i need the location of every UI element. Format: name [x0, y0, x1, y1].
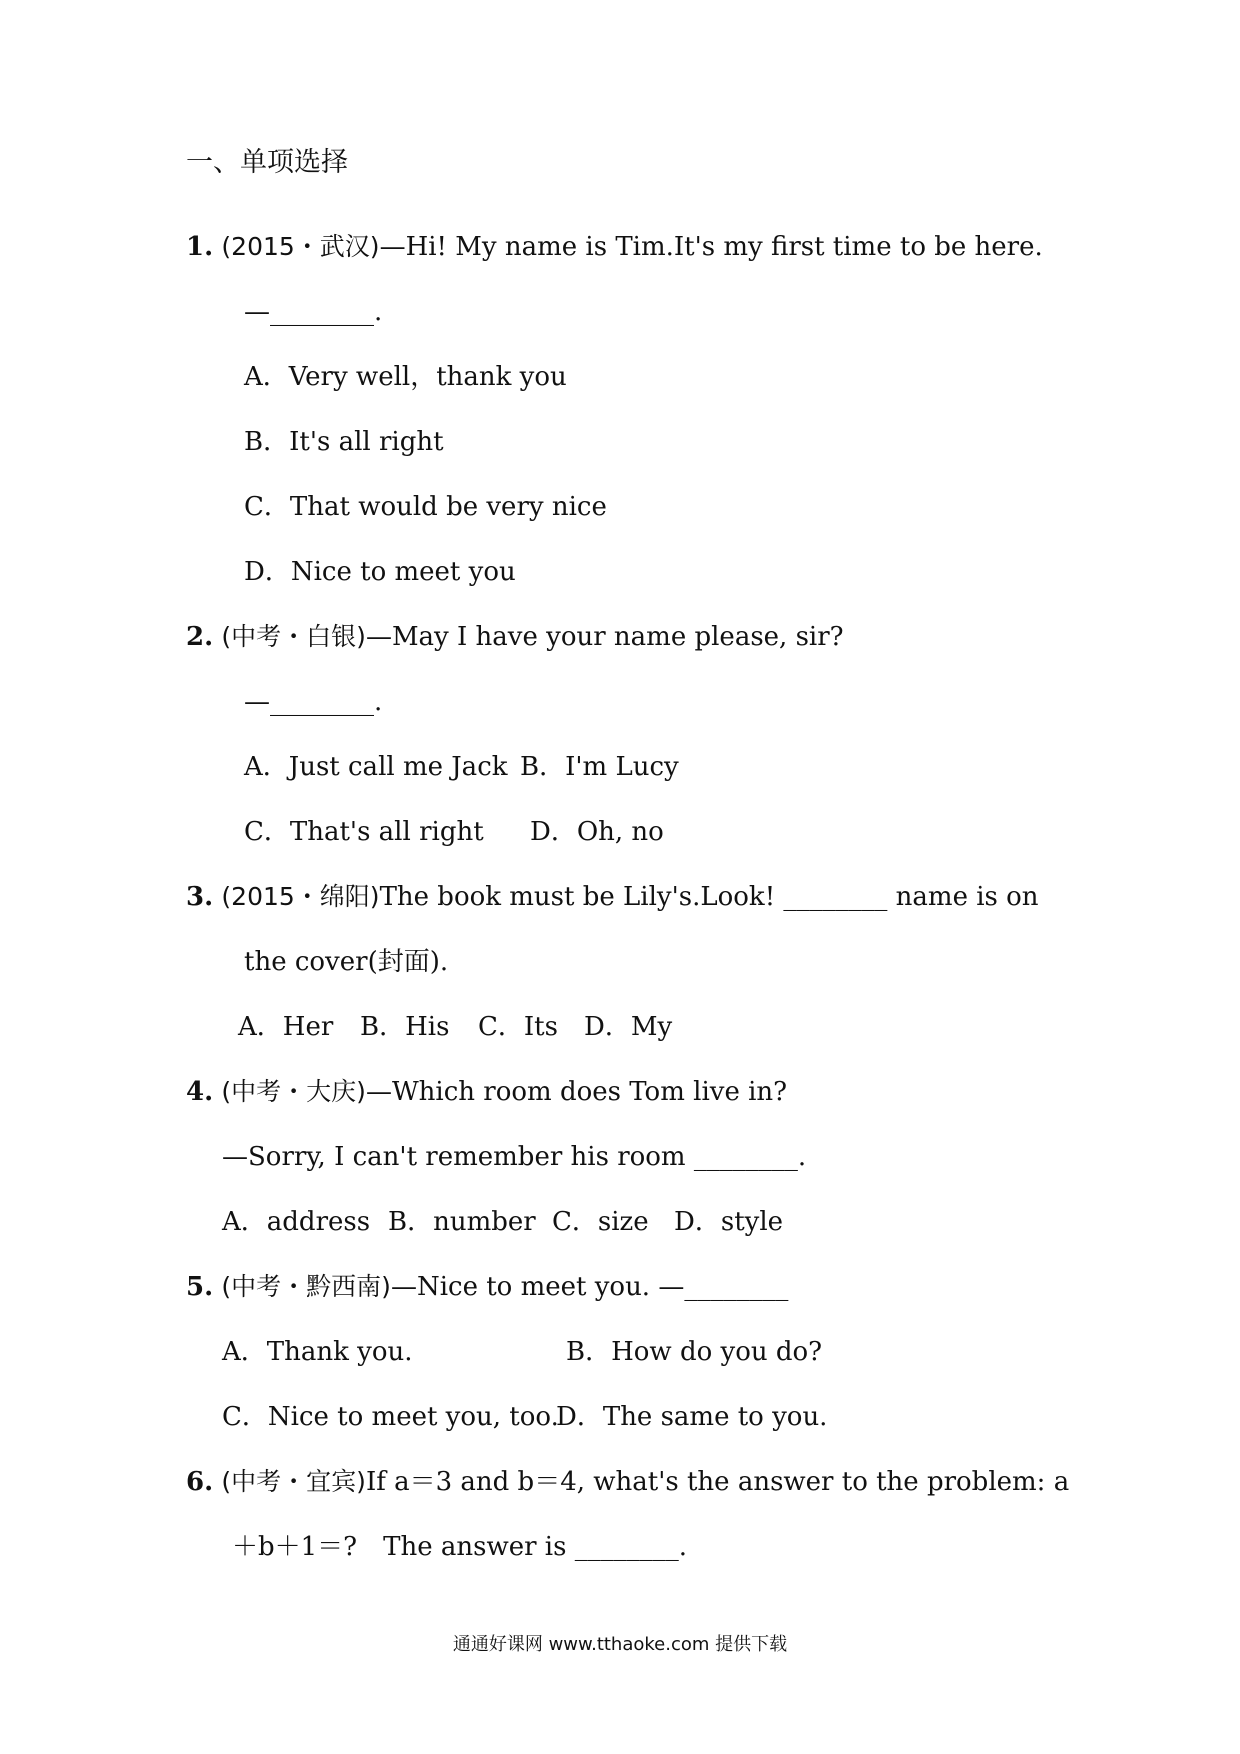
question-4 [186, 1075, 787, 1109]
question-number: 6. [186, 1467, 214, 1497]
question-source: (中考・白银) [221, 622, 366, 651]
question-2-blank: —________. [244, 687, 383, 717]
question-stem: —Which room does Tom live in? [365, 1077, 788, 1107]
question-1-blank: —________. [244, 297, 383, 327]
question-4-option-a: A．address [222, 1207, 371, 1237]
question-stem: —Hi! My name is Tim.It's my first time to be here. [379, 232, 1043, 262]
question-source: (中考・黔西南) [221, 1272, 391, 1301]
question-1 [186, 230, 1043, 264]
question-stem: —Nice to meet you. —________ [390, 1272, 789, 1302]
question-3-option-a: A．Her [238, 1012, 334, 1042]
question-2-option-b: B．I'm Lucy [520, 752, 679, 782]
question-source: (中考・大庆) [221, 1077, 366, 1106]
question-1-option-c: C．That would be very nice [244, 492, 607, 522]
question-1-option-d: D．Nice to meet you [244, 557, 516, 587]
question-number: 2. [186, 622, 214, 652]
question-1-option-a: A．Very well，thank you [244, 362, 567, 392]
question-stem: The book must be Lily's.Look! ________ name is on [379, 882, 1039, 912]
page-footer: 通通好课网 www.tthaoke.com 提供下载 [452, 1634, 788, 1655]
question-5-option-b: B．How do you do? [566, 1337, 823, 1367]
question-6 [186, 1465, 1069, 1499]
question-4-option-c: C．size [552, 1207, 649, 1237]
question-number: 1. [186, 232, 214, 262]
question-3 [186, 880, 1039, 914]
question-5-option-a: A．Thank you. [222, 1337, 413, 1367]
question-3-stem-continued: the cover(封面). [244, 947, 449, 977]
question-5-option-c: C．Nice to meet you, too. [222, 1402, 559, 1432]
question-5 [186, 1270, 788, 1304]
question-4-stem-continued: —Sorry, I can't remember his room ________. [222, 1142, 807, 1172]
question-source: (2015・绵阳) [221, 882, 380, 911]
question-2-option-d: D．Oh, no [530, 817, 664, 847]
question-stem: —May I have your name please, sir? [365, 622, 844, 652]
question-source: (中考・宜宾) [221, 1467, 366, 1496]
question-source: (2015・武汉) [221, 232, 380, 261]
question-stem: If a＝3 and b＝4, what's the answer to the problem: a [365, 1467, 1070, 1497]
question-6-stem-continued: ＋b＋1＝? The answer is ________. [232, 1532, 687, 1562]
question-1-option-b: B．It's all right [244, 427, 444, 457]
question-number: 3. [186, 882, 214, 912]
question-2-option-c: C．That's all right [244, 817, 484, 847]
question-4-option-d: D．style [674, 1207, 784, 1237]
question-2-option-a: A．Just call me Jack [244, 752, 508, 782]
question-3-option-d: D．My [584, 1012, 673, 1042]
question-3-option-b: B．His [360, 1012, 450, 1042]
question-number: 5. [186, 1272, 214, 1302]
question-4-option-b: B．number [388, 1207, 536, 1237]
question-2 [186, 620, 844, 654]
question-5-option-d: D．The same to you. [556, 1402, 828, 1432]
question-3-option-c: C．Its [478, 1012, 558, 1042]
section-title: 一、单项选择 [186, 147, 348, 178]
question-number: 4. [186, 1077, 214, 1107]
